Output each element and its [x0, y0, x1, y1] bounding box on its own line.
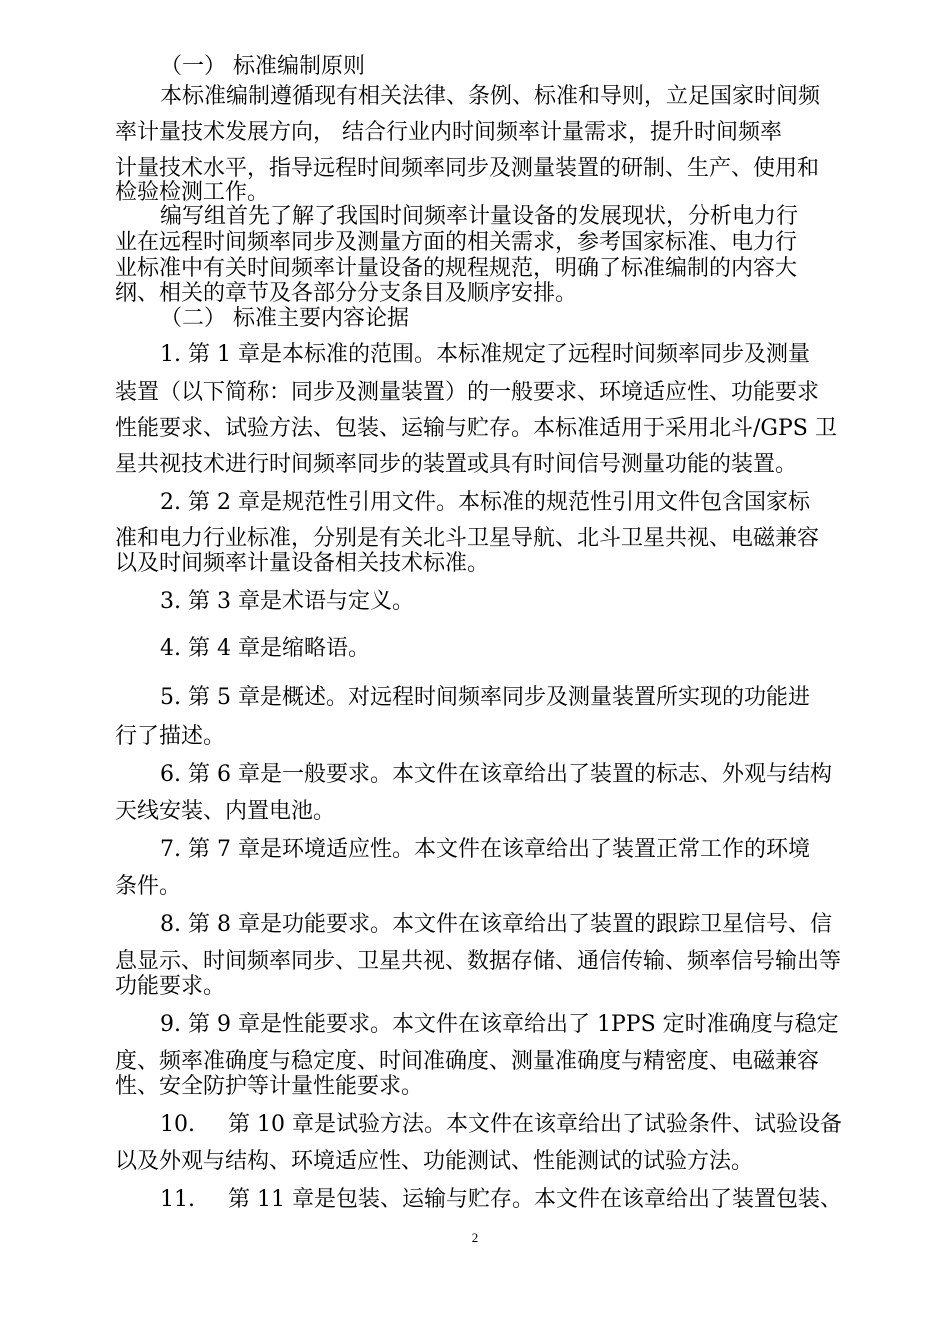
paragraph-line: 纲、相关的章节及各部分分支条目及顺序安排。	[115, 281, 578, 306]
list-item	[160, 1110, 905, 1140]
section-heading-content: （二） 标准主要内容论据	[160, 306, 409, 331]
list-item	[160, 488, 905, 518]
list-item	[160, 760, 905, 790]
paragraph-line: 业在远程时间频率同步及测量方面的相关需求，参考国家标准、电力行	[115, 230, 798, 255]
list-item	[160, 587, 905, 617]
paragraph-line: 编写组首先了解了我国时间频率计量设备的发展现状，分析电力行	[160, 204, 799, 229]
list-item-number: 5.	[160, 685, 181, 710]
list-item	[160, 835, 905, 865]
list-item-text: 第 9 章是性能要求。本文件在该章给出了 1PPS 定时准确度与稳定	[188, 1012, 839, 1037]
list-item-text: 第 3 章是术语与定义。	[188, 589, 414, 614]
paragraph-line: 星共视技术进行时间频率同步的装置或具有时间信号测量功能的装置。	[115, 452, 798, 477]
paragraph-line: 计量技术水平，指导远程时间频率同步及测量装置的研制、生产、使用和	[115, 156, 820, 181]
paragraph-line: 本标准编制遵循现有相关法律、条例、标准和导则，立足国家时间频	[160, 84, 821, 109]
paragraph-line: 以及外观与结构、环境适应性、功能测试、性能测试的试验方法。	[115, 1149, 754, 1174]
page-number: 2	[471, 1230, 479, 1245]
list-item-number: 7.	[160, 837, 181, 862]
section-heading-principles: （一） 标准编制原则	[160, 54, 365, 79]
list-item-text: 第 4 章是缩略语。	[188, 636, 370, 661]
list-item	[160, 1010, 905, 1040]
list-item	[160, 1185, 905, 1215]
paragraph-line: 功能要求。	[115, 974, 226, 999]
list-item-number: 10.	[160, 1112, 195, 1137]
list-item-text: 第 1 章是本标准的范围。本标准规定了远程时间频率同步及测量	[188, 342, 810, 367]
paragraph-line: 业标准中有关时间频率计量设备的规程规范，明确了标准编制的内容大	[115, 256, 798, 281]
list-item-text: 第 6 章是一般要求。本文件在该章给出了装置的标志、外观与结构	[188, 762, 832, 787]
list-item-text: 第 11 章是包装、运输与贮存。本文件在该章给出了装置包装、	[228, 1187, 842, 1212]
list-item-text: 第 8 章是功能要求。本文件在该章给出了装置的跟踪卫星信号、信	[188, 912, 832, 937]
list-item-number: 3.	[160, 589, 181, 614]
list-item-number: 1.	[160, 342, 181, 367]
paragraph-line: 条件。	[115, 874, 182, 899]
paragraph-line: 性、安全防护等计量性能要求。	[115, 1074, 424, 1099]
list-item-number: 2.	[160, 490, 181, 515]
paragraph-line: 检验检测工作。	[115, 180, 270, 205]
paragraph-line: 息显示、时间频率同步、卫星共视、数据存储、通信传输、频率信号输出等	[115, 949, 842, 974]
paragraph-line: 率计量技术发展方向， 结合行业内时间频率计量需求，提升时间频率	[115, 120, 782, 145]
paragraph-line: 行了描述。	[115, 724, 226, 749]
paragraph-line: 度、频率准确度与稳定度、时间准确度、测量准确度与精密度、电磁兼容	[115, 1049, 820, 1074]
list-item-number: 9.	[160, 1012, 181, 1037]
paragraph-line: 天线安装、内置电池。	[115, 799, 336, 824]
paragraph-line: 装置（以下简称：同步及测量装置）的一般要求、环境适应性、功能要求	[115, 380, 820, 405]
list-item-text: 第 7 章是环境适应性。本文件在该章给出了装置正常工作的环境	[188, 837, 810, 862]
list-item	[160, 910, 905, 940]
paragraph-line: 性能要求、试验方法、包装、运输与贮存。本标准适用于采用北斗/GPS 卫	[115, 416, 837, 441]
list-item	[160, 634, 905, 664]
list-item	[160, 340, 905, 370]
list-item-number: 6.	[160, 762, 181, 787]
list-item-text: 第 5 章是概述。对远程时间频率同步及测量装置所实现的功能进	[188, 685, 810, 710]
paragraph-line: 准和电力行业标准，分别是有关北斗卫星导航、北斗卫星共视、电磁兼容	[115, 526, 820, 551]
list-item-number: 11.	[160, 1187, 195, 1212]
list-item-number: 8.	[160, 912, 181, 937]
list-item-text: 第 10 章是试验方法。本文件在该章给出了试验条件、试验设备	[228, 1112, 842, 1137]
list-item-number: 4.	[160, 636, 181, 661]
list-item	[160, 683, 905, 713]
list-item-text: 第 2 章是规范性引用文件。本标准的规范性引用文件包含国家标	[188, 490, 810, 515]
paragraph-line: 以及时间频率计量设备相关技术标准。	[115, 551, 490, 576]
